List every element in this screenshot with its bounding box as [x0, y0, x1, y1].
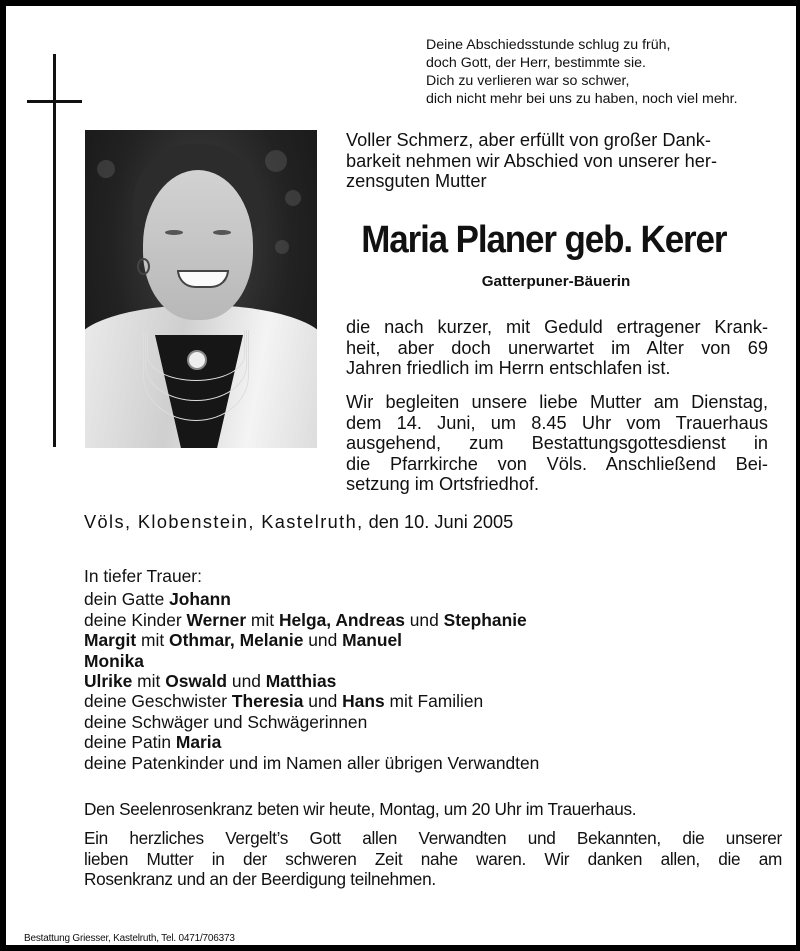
poem-line: dich nicht mehr bei uns zu haben, noch viel mehr. — [426, 91, 738, 107]
poem-line: Deine Abschiedsstunde schlug zu früh, — [426, 37, 671, 53]
thanks-line: Ein herzliches Vergelt’s Gott allen Verwandten und Bekannten, die unserer — [84, 828, 782, 848]
mourner-relation: mit — [246, 609, 279, 630]
place-and-date — [84, 512, 513, 533]
mourner-name: Hans — [342, 691, 385, 712]
mourner-relation: deine Kinder — [84, 609, 187, 630]
obituary-notice — [6, 6, 796, 945]
mourner-name: Monika — [84, 650, 144, 671]
mourner-relation: mit Familien — [384, 691, 484, 712]
thanks-text — [84, 828, 782, 890]
mourner-relation: deine Schwäger und Schwägerinnen — [84, 711, 368, 732]
mourner-line — [84, 630, 539, 650]
mourner-name: Werner — [186, 609, 247, 630]
mourner-relation: und — [227, 671, 266, 692]
death-notice-line: Jahren friedlich im Herrn entschlafen ist. — [346, 358, 671, 378]
mourner-line — [84, 651, 539, 671]
mourner-relation: mit — [136, 630, 170, 651]
funeral-home-footer: Bestattung Griesser, Kastelruth, Tel. 0471/706373 — [24, 933, 235, 944]
deceased-subtitle: Gatterpuner-Bäuerin — [481, 273, 631, 290]
mourner-relation: dein Gatte — [84, 589, 170, 610]
mourner-relation: und — [303, 630, 343, 651]
mourner-name: Theresia — [231, 691, 304, 712]
mourner-line — [84, 732, 539, 752]
intro-line: barkeit nehmen wir Abschied von unserer her- — [346, 150, 718, 171]
mourner-name: Stephanie — [443, 609, 527, 630]
mourner-lines — [84, 589, 539, 773]
mourner-name: Maria — [175, 732, 222, 753]
rosary-notice: Den Seelenrosenkranz beten wir heute, Montag, um 20 Uhr im Trauerhaus. — [84, 799, 637, 819]
mourner-relation: deine Patin — [84, 732, 176, 753]
thanks-line: Rosenkranz und an der Beerdigung teilnehmen. — [84, 869, 436, 890]
funeral-details — [346, 392, 768, 495]
portrait-photo — [85, 130, 317, 448]
mourner-name: Ulrike — [84, 671, 133, 692]
mourner-name: Othmar, Melanie — [169, 630, 304, 651]
funeral-line: ausgehend, zum Bestattungsgottesdienst in — [346, 433, 768, 453]
mourner-line — [84, 589, 539, 609]
funeral-line: Wir begleiten unsere liebe Mutter am Dienstag, — [346, 392, 768, 412]
memorial-poem — [426, 36, 738, 108]
mourner-name: Margit — [84, 630, 137, 651]
cross-icon-horizontal-bar — [27, 100, 82, 103]
funeral-line: dem 14. Juni, um 8.45 Uhr vom Trauerhaus — [346, 412, 768, 433]
mourner-line — [84, 691, 539, 711]
death-notice-line: die nach kurzer, mit Geduld ertragener Krank- — [346, 317, 768, 337]
death-notice-line: heit, aber doch unerwartet im Alter von 69 — [346, 337, 768, 358]
date: den 10. Juni 2005 — [363, 512, 514, 532]
mourner-name: Johann — [169, 589, 231, 610]
deceased-name: Maria Planer geb. Kerer — [361, 219, 727, 261]
cross-icon-vertical-bar — [53, 54, 56, 447]
poem-line: doch Gott, der Herr, bestimmte sie. — [426, 55, 646, 71]
mourner-relation: mit — [132, 671, 166, 692]
death-notice-text — [346, 317, 768, 379]
mourner-line — [84, 671, 539, 691]
mourner-relation: deine Patenkinder und im Namen aller übrigen Verwandten — [84, 752, 540, 773]
intro-line: zensguten Mutter — [346, 171, 487, 191]
places: Völs, Klobenstein, Kastelruth, — [84, 512, 364, 532]
intro-line: Voller Schmerz, aber erfüllt von großer Dank- — [346, 130, 711, 150]
mourner-name: Manuel — [342, 630, 402, 651]
mourner-line — [84, 712, 539, 732]
mourner-relation: deine Geschwister — [84, 691, 232, 712]
mourner-relation: und — [303, 691, 343, 712]
mourner-name: Oswald — [165, 671, 228, 692]
poem-line: Dich zu verlieren war so schwer, — [426, 73, 630, 89]
mourner-name: Matthias — [265, 671, 337, 692]
mourner-line — [84, 753, 539, 773]
mourner-relation: und — [404, 609, 444, 630]
mourners-heading: In tiefer Trauer: — [84, 566, 202, 586]
funeral-line: setzung im Ortsfriedhof. — [346, 474, 540, 494]
mourner-line — [84, 610, 539, 630]
mourners-list — [84, 566, 539, 773]
thanks-line: lieben Mutter in der schweren Zeit nahe waren. Wir danken allen, die am — [84, 848, 782, 869]
mourner-name: Helga, Andreas — [278, 609, 405, 630]
funeral-line: die Pfarrkirche von Völs. Anschließend Bei- — [346, 453, 768, 474]
intro-text — [346, 130, 766, 192]
